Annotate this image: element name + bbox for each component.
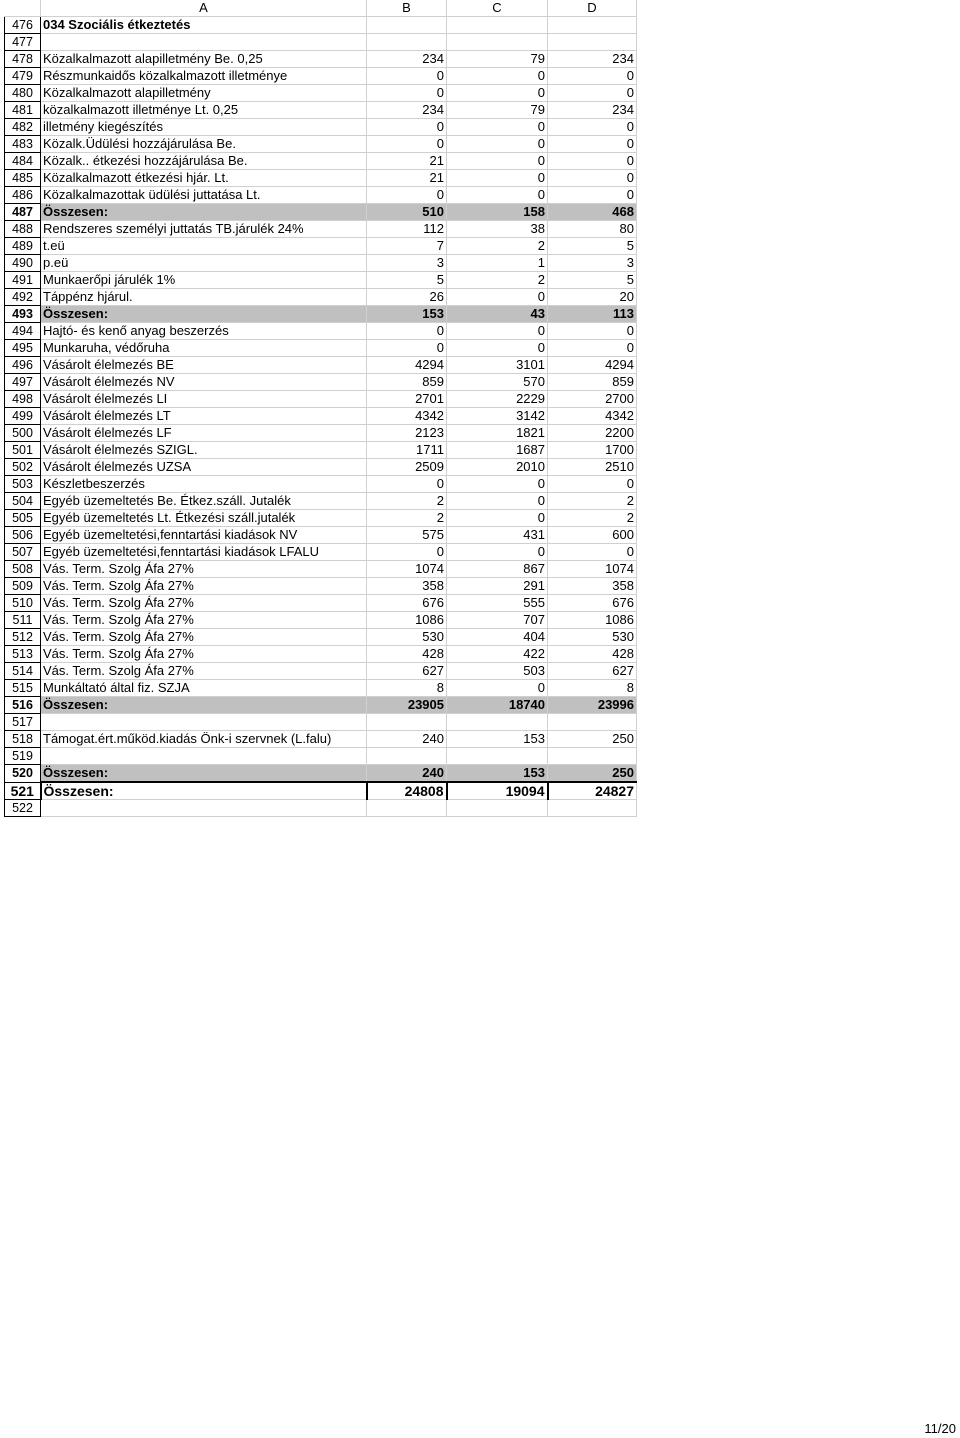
cell-description[interactable]: Vásárolt élelmezés LF [41, 425, 367, 442]
row-number[interactable]: 487 [5, 204, 41, 221]
cell-value-c[interactable]: 153 [447, 765, 548, 783]
table-row [5, 595, 637, 612]
row-number[interactable]: 501 [5, 442, 41, 459]
cell-value-d[interactable]: 0 [548, 153, 637, 170]
cell-value-b[interactable]: 428 [367, 646, 447, 663]
cell-value-c[interactable]: 0 [447, 323, 548, 340]
cell-description[interactable]: Vásárolt élelmezés NV [41, 374, 367, 391]
cell-description[interactable]: Egyéb üzemeltetési,fenntartási kiadások LFALU [41, 544, 367, 561]
row-number[interactable]: 485 [5, 170, 41, 187]
cell-value-b[interactable]: 530 [367, 629, 447, 646]
cell-value-d[interactable]: 600 [548, 527, 637, 544]
cell-value-d[interactable]: 250 [548, 765, 637, 783]
row-number[interactable]: 504 [5, 493, 41, 510]
corner-cell [5, 0, 41, 17]
cell-value-b[interactable]: 575 [367, 527, 447, 544]
cell-description[interactable]: Közalkalmazott étkezési hjár. Lt. [41, 170, 367, 187]
cell-description[interactable]: Összesen: [41, 204, 367, 221]
cell-value-b[interactable]: 0 [367, 323, 447, 340]
cell-value-c[interactable]: 0 [447, 119, 548, 136]
cell-description[interactable]: Vásárolt élelmezés LT [41, 408, 367, 425]
column-header-a[interactable]: A [41, 0, 367, 17]
cell-value-b[interactable]: 4294 [367, 357, 447, 374]
cell-value-d[interactable]: 8 [548, 680, 637, 697]
row-number[interactable]: 490 [5, 255, 41, 272]
cell-description[interactable]: Vásárolt élelmezés UZSA [41, 459, 367, 476]
cell-value-d[interactable]: 250 [548, 731, 637, 748]
row-number[interactable]: 493 [5, 306, 41, 323]
cell-value-c[interactable]: 0 [447, 68, 548, 85]
cell-value-d[interactable]: 5 [548, 272, 637, 289]
cell-value-c[interactable]: 570 [447, 374, 548, 391]
row-number[interactable]: 478 [5, 51, 41, 68]
cell-value-c[interactable]: 0 [447, 340, 548, 357]
cell-value-d[interactable] [548, 714, 637, 731]
cell-value-c[interactable]: 0 [447, 170, 548, 187]
cell-value-b[interactable]: 24808 [367, 782, 447, 800]
row-number[interactable]: 509 [5, 578, 41, 595]
cell-value-b[interactable] [367, 748, 447, 765]
row-number[interactable]: 506 [5, 527, 41, 544]
cell-value-c[interactable]: 2 [447, 238, 548, 255]
cell-description[interactable]: Rendszeres személyi juttatás TB.járulék 24% [41, 221, 367, 238]
table-row [5, 68, 637, 85]
row-number[interactable]: 495 [5, 340, 41, 357]
table-body [5, 17, 637, 817]
table-row [5, 51, 637, 68]
column-header-c[interactable]: C [447, 0, 548, 17]
cell-description[interactable]: Vásárolt élelmezés LI [41, 391, 367, 408]
cell-value-c[interactable]: 38 [447, 221, 548, 238]
cell-value-d[interactable]: 2510 [548, 459, 637, 476]
table-row [5, 629, 637, 646]
cell-description[interactable]: Közalkalmazott alapilletmény [41, 85, 367, 102]
cell-value-d[interactable]: 0 [548, 187, 637, 204]
cell-value-d[interactable]: 0 [548, 68, 637, 85]
cell-description[interactable]: Közalk.. étkezési hozzájárulása Be. [41, 153, 367, 170]
cell-value-d[interactable]: 2700 [548, 391, 637, 408]
cell-value-c[interactable]: 0 [447, 289, 548, 306]
row-number[interactable]: 476 [5, 17, 41, 34]
cell-value-d[interactable]: 80 [548, 221, 637, 238]
cell-value-c[interactable]: 79 [447, 51, 548, 68]
cell-value-d[interactable]: 0 [548, 323, 637, 340]
cell-value-d[interactable]: 676 [548, 595, 637, 612]
cell-description[interactable]: Készletbeszerzés [41, 476, 367, 493]
cell-value-b[interactable]: 234 [367, 102, 447, 119]
row-number[interactable]: 519 [5, 748, 41, 765]
row-number[interactable]: 488 [5, 221, 41, 238]
spreadsheet-table [4, 0, 637, 817]
cell-value-d[interactable]: 0 [548, 85, 637, 102]
cell-value-c[interactable]: 555 [447, 595, 548, 612]
row-number[interactable]: 481 [5, 102, 41, 119]
cell-description[interactable]: Egyéb üzemeltetés Be. Étkez.száll. Jutalék [41, 493, 367, 510]
row-number[interactable]: 489 [5, 238, 41, 255]
row-number[interactable]: 477 [5, 34, 41, 51]
cell-value-c[interactable]: 503 [447, 663, 548, 680]
table-row [5, 255, 637, 272]
row-number[interactable]: 480 [5, 85, 41, 102]
cell-value-b[interactable]: 8 [367, 680, 447, 697]
cell-value-c[interactable]: 3142 [447, 408, 548, 425]
cell-description[interactable] [41, 800, 367, 817]
table-row [5, 442, 637, 459]
cell-value-c[interactable]: 0 [447, 153, 548, 170]
cell-value-b[interactable]: 21 [367, 170, 447, 187]
row-number[interactable]: 494 [5, 323, 41, 340]
table-row [5, 170, 637, 187]
table-row [5, 221, 637, 238]
cell-value-d[interactable]: 428 [548, 646, 637, 663]
table-row [5, 153, 637, 170]
cell-value-d[interactable]: 2 [548, 493, 637, 510]
cell-description[interactable]: 034 Szociális étkeztetés [41, 17, 367, 34]
cell-value-d[interactable]: 1086 [548, 612, 637, 629]
cell-value-c[interactable]: 0 [447, 493, 548, 510]
table-row [5, 136, 637, 153]
cell-description[interactable]: Egyéb üzemeltetési,fenntartási kiadások NV [41, 527, 367, 544]
cell-value-d[interactable]: 0 [548, 119, 637, 136]
cell-value-b[interactable]: 4342 [367, 408, 447, 425]
cell-value-b[interactable]: 0 [367, 68, 447, 85]
cell-value-d[interactable]: 4294 [548, 357, 637, 374]
table-row [5, 714, 637, 731]
cell-value-c[interactable]: 1 [447, 255, 548, 272]
cell-value-d[interactable]: 0 [548, 136, 637, 153]
row-number[interactable]: 510 [5, 595, 41, 612]
cell-value-c[interactable]: 2229 [447, 391, 548, 408]
cell-value-c[interactable]: 431 [447, 527, 548, 544]
table-row [5, 425, 637, 442]
cell-description[interactable]: Összesen: [41, 765, 367, 783]
cell-description[interactable]: Összesen: [41, 782, 367, 800]
cell-description[interactable]: Összesen: [41, 697, 367, 714]
row-number[interactable]: 515 [5, 680, 41, 697]
cell-description[interactable]: Vás. Term. Szolg Áfa 27% [41, 595, 367, 612]
row-number[interactable]: 499 [5, 408, 41, 425]
cell-value-b[interactable]: 859 [367, 374, 447, 391]
cell-value-b[interactable]: 0 [367, 476, 447, 493]
cell-value-b[interactable] [367, 800, 447, 817]
cell-value-b[interactable]: 23905 [367, 697, 447, 714]
cell-value-d[interactable] [548, 748, 637, 765]
table-row [5, 800, 637, 817]
row-number[interactable]: 482 [5, 119, 41, 136]
cell-value-b[interactable]: 0 [367, 544, 447, 561]
cell-value-c[interactable]: 0 [447, 476, 548, 493]
table-row [5, 493, 637, 510]
cell-value-b[interactable]: 1074 [367, 561, 447, 578]
row-number[interactable]: 516 [5, 697, 41, 714]
cell-value-c[interactable]: 43 [447, 306, 548, 323]
cell-value-c[interactable]: 19094 [447, 782, 548, 800]
cell-value-c[interactable]: 153 [447, 731, 548, 748]
cell-value-c[interactable] [447, 714, 548, 731]
cell-value-d[interactable]: 113 [548, 306, 637, 323]
row-number[interactable]: 502 [5, 459, 41, 476]
cell-description[interactable]: Táppénz hjárul. [41, 289, 367, 306]
table-row [5, 680, 637, 697]
table-row [5, 527, 637, 544]
cell-value-c[interactable]: 0 [447, 136, 548, 153]
cell-description[interactable]: Egyéb üzemeltetés Lt. Étkezési száll.jutalék [41, 510, 367, 527]
cell-description[interactable]: Vás. Term. Szolg Áfa 27% [41, 561, 367, 578]
cell-description[interactable]: Közalkalmazottak üdülési juttatása Lt. [41, 187, 367, 204]
cell-value-c[interactable] [447, 800, 548, 817]
table-row [5, 340, 637, 357]
table-row [5, 697, 637, 714]
cell-value-c[interactable]: 707 [447, 612, 548, 629]
page-number: 11/20 [924, 1421, 956, 1436]
row-number[interactable]: 503 [5, 476, 41, 493]
cell-description[interactable]: Vásárolt élelmezés BE [41, 357, 367, 374]
cell-value-b[interactable]: 240 [367, 731, 447, 748]
table-row [5, 119, 637, 136]
cell-value-b[interactable]: 112 [367, 221, 447, 238]
table-row [5, 289, 637, 306]
cell-value-b[interactable]: 26 [367, 289, 447, 306]
table-row [5, 238, 637, 255]
cell-value-b[interactable]: 0 [367, 187, 447, 204]
cell-description[interactable]: közalkalmazott illetménye Lt. 0,25 [41, 102, 367, 119]
cell-value-b[interactable]: 240 [367, 765, 447, 783]
cell-value-b[interactable]: 21 [367, 153, 447, 170]
cell-value-b[interactable]: 1711 [367, 442, 447, 459]
cell-value-b[interactable]: 2123 [367, 425, 447, 442]
cell-description[interactable]: Vás. Term. Szolg Áfa 27% [41, 612, 367, 629]
cell-value-b[interactable]: 0 [367, 136, 447, 153]
cell-value-c[interactable]: 79 [447, 102, 548, 119]
cell-value-c[interactable]: 0 [447, 510, 548, 527]
cell-description[interactable]: p.eü [41, 255, 367, 272]
table-row [5, 306, 637, 323]
table-row [5, 544, 637, 561]
cell-value-b[interactable]: 1086 [367, 612, 447, 629]
cell-description[interactable]: Részmunkaidős közalkalmazott illetménye [41, 68, 367, 85]
row-number[interactable]: 512 [5, 629, 41, 646]
row-number[interactable]: 513 [5, 646, 41, 663]
table-row [5, 765, 637, 783]
cell-description[interactable]: t.eü [41, 238, 367, 255]
table-row [5, 187, 637, 204]
cell-value-d[interactable]: 20 [548, 289, 637, 306]
cell-value-c[interactable]: 404 [447, 629, 548, 646]
cell-value-c[interactable]: 1821 [447, 425, 548, 442]
table-row [5, 459, 637, 476]
cell-value-c[interactable]: 0 [447, 680, 548, 697]
cell-value-b[interactable]: 510 [367, 204, 447, 221]
table-row [5, 748, 637, 765]
cell-value-b[interactable] [367, 34, 447, 51]
table-row [5, 17, 637, 34]
row-number[interactable]: 522 [5, 800, 41, 817]
cell-value-d[interactable]: 0 [548, 476, 637, 493]
cell-value-d[interactable]: 859 [548, 374, 637, 391]
cell-value-c[interactable]: 0 [447, 544, 548, 561]
cell-value-c[interactable]: 0 [447, 85, 548, 102]
cell-description[interactable]: Munkaruha, védőruha [41, 340, 367, 357]
cell-value-d[interactable]: 358 [548, 578, 637, 595]
cell-description[interactable] [41, 714, 367, 731]
row-number[interactable]: 518 [5, 731, 41, 748]
row-number[interactable]: 498 [5, 391, 41, 408]
table-row [5, 612, 637, 629]
table-row [5, 323, 637, 340]
cell-value-b[interactable] [367, 714, 447, 731]
cell-value-c[interactable]: 867 [447, 561, 548, 578]
table-row [5, 578, 637, 595]
cell-value-d[interactable]: 23996 [548, 697, 637, 714]
column-header-b[interactable]: B [367, 0, 447, 17]
cell-value-d[interactable] [548, 800, 637, 817]
table-row [5, 731, 637, 748]
cell-description[interactable]: Hajtó- és kenő anyag beszerzés [41, 323, 367, 340]
cell-value-b[interactable]: 7 [367, 238, 447, 255]
cell-value-b[interactable]: 3 [367, 255, 447, 272]
cell-value-d[interactable]: 1700 [548, 442, 637, 459]
cell-description[interactable]: illetmény kiegészítés [41, 119, 367, 136]
table-row [5, 34, 637, 51]
cell-value-c[interactable] [447, 34, 548, 51]
table-row [5, 476, 637, 493]
cell-value-d[interactable]: 3 [548, 255, 637, 272]
table-row [5, 391, 637, 408]
cell-description[interactable]: Közalkalmazott alapilletmény Be. 0,25 [41, 51, 367, 68]
row-number[interactable]: 497 [5, 374, 41, 391]
cell-value-d[interactable] [548, 34, 637, 51]
cell-value-b[interactable]: 358 [367, 578, 447, 595]
cell-value-b[interactable]: 627 [367, 663, 447, 680]
table-row [5, 272, 637, 289]
table-row [5, 561, 637, 578]
row-number[interactable]: 514 [5, 663, 41, 680]
cell-description[interactable]: Vás. Term. Szolg Áfa 27% [41, 629, 367, 646]
row-number[interactable]: 520 [5, 765, 41, 783]
cell-value-d[interactable]: 24827 [548, 782, 637, 800]
cell-value-d[interactable]: 234 [548, 102, 637, 119]
cell-value-d[interactable]: 0 [548, 544, 637, 561]
row-number[interactable]: 500 [5, 425, 41, 442]
column-header-row [5, 0, 637, 17]
cell-value-b[interactable]: 153 [367, 306, 447, 323]
cell-value-c[interactable]: 422 [447, 646, 548, 663]
row-number[interactable]: 521 [5, 782, 41, 800]
cell-value-d[interactable]: 2 [548, 510, 637, 527]
cell-description[interactable]: Összesen: [41, 306, 367, 323]
cell-value-b[interactable]: 0 [367, 119, 447, 136]
cell-value-c[interactable]: 18740 [447, 697, 548, 714]
row-number[interactable]: 486 [5, 187, 41, 204]
cell-value-d[interactable]: 0 [548, 170, 637, 187]
cell-value-d[interactable]: 5 [548, 238, 637, 255]
row-number[interactable]: 484 [5, 153, 41, 170]
cell-value-c[interactable]: 158 [447, 204, 548, 221]
cell-description[interactable]: Vásárolt élelmezés SZIGL. [41, 442, 367, 459]
cell-value-d[interactable]: 234 [548, 51, 637, 68]
cell-value-d[interactable]: 0 [548, 340, 637, 357]
cell-value-b[interactable]: 2701 [367, 391, 447, 408]
cell-value-b[interactable]: 5 [367, 272, 447, 289]
table-row [5, 646, 637, 663]
cell-value-c[interactable] [447, 17, 548, 34]
column-header-d[interactable]: D [548, 0, 637, 17]
cell-description[interactable]: Vás. Term. Szolg Áfa 27% [41, 663, 367, 680]
cell-value-d[interactable]: 530 [548, 629, 637, 646]
table-row [5, 85, 637, 102]
cell-description[interactable]: Munkáltató által fiz. SZJA [41, 680, 367, 697]
cell-value-b[interactable]: 0 [367, 340, 447, 357]
row-number[interactable]: 479 [5, 68, 41, 85]
cell-description[interactable]: Vás. Term. Szolg Áfa 27% [41, 646, 367, 663]
row-number[interactable]: 508 [5, 561, 41, 578]
table-row [5, 782, 637, 800]
table-row [5, 510, 637, 527]
cell-value-d[interactable] [548, 17, 637, 34]
table-row [5, 374, 637, 391]
row-number[interactable]: 507 [5, 544, 41, 561]
cell-value-b[interactable] [367, 17, 447, 34]
row-number[interactable]: 511 [5, 612, 41, 629]
cell-description[interactable] [41, 748, 367, 765]
cell-value-b[interactable]: 2509 [367, 459, 447, 476]
cell-description[interactable] [41, 34, 367, 51]
cell-value-c[interactable]: 0 [447, 187, 548, 204]
row-number[interactable]: 491 [5, 272, 41, 289]
cell-value-d[interactable]: 627 [548, 663, 637, 680]
cell-value-c[interactable]: 3101 [447, 357, 548, 374]
cell-description[interactable]: Közalk.Üdülési hozzájárulása Be. [41, 136, 367, 153]
cell-value-c[interactable] [447, 748, 548, 765]
cell-value-d[interactable]: 1074 [548, 561, 637, 578]
cell-value-c[interactable]: 1687 [447, 442, 548, 459]
table-row [5, 204, 637, 221]
table-row [5, 102, 637, 119]
cell-value-b[interactable]: 0 [367, 85, 447, 102]
cell-value-b[interactable]: 234 [367, 51, 447, 68]
table-row [5, 408, 637, 425]
cell-value-c[interactable]: 2010 [447, 459, 548, 476]
cell-value-b[interactable]: 2 [367, 493, 447, 510]
cell-value-b[interactable]: 2 [367, 510, 447, 527]
cell-description[interactable]: Munkaerőpi járulék 1% [41, 272, 367, 289]
table-row [5, 357, 637, 374]
row-number[interactable]: 517 [5, 714, 41, 731]
cell-value-b[interactable]: 676 [367, 595, 447, 612]
cell-description[interactable]: Vás. Term. Szolg Áfa 27% [41, 578, 367, 595]
row-number[interactable]: 483 [5, 136, 41, 153]
row-number[interactable]: 496 [5, 357, 41, 374]
cell-value-c[interactable]: 291 [447, 578, 548, 595]
cell-value-d[interactable]: 2200 [548, 425, 637, 442]
cell-description[interactable]: Támogat.ért.működ.kiadás Önk-i szervnek (L.falu) [41, 731, 367, 748]
cell-value-d[interactable]: 468 [548, 204, 637, 221]
row-number[interactable]: 492 [5, 289, 41, 306]
table-row [5, 663, 637, 680]
row-number[interactable]: 505 [5, 510, 41, 527]
cell-value-c[interactable]: 2 [447, 272, 548, 289]
cell-value-d[interactable]: 4342 [548, 408, 637, 425]
